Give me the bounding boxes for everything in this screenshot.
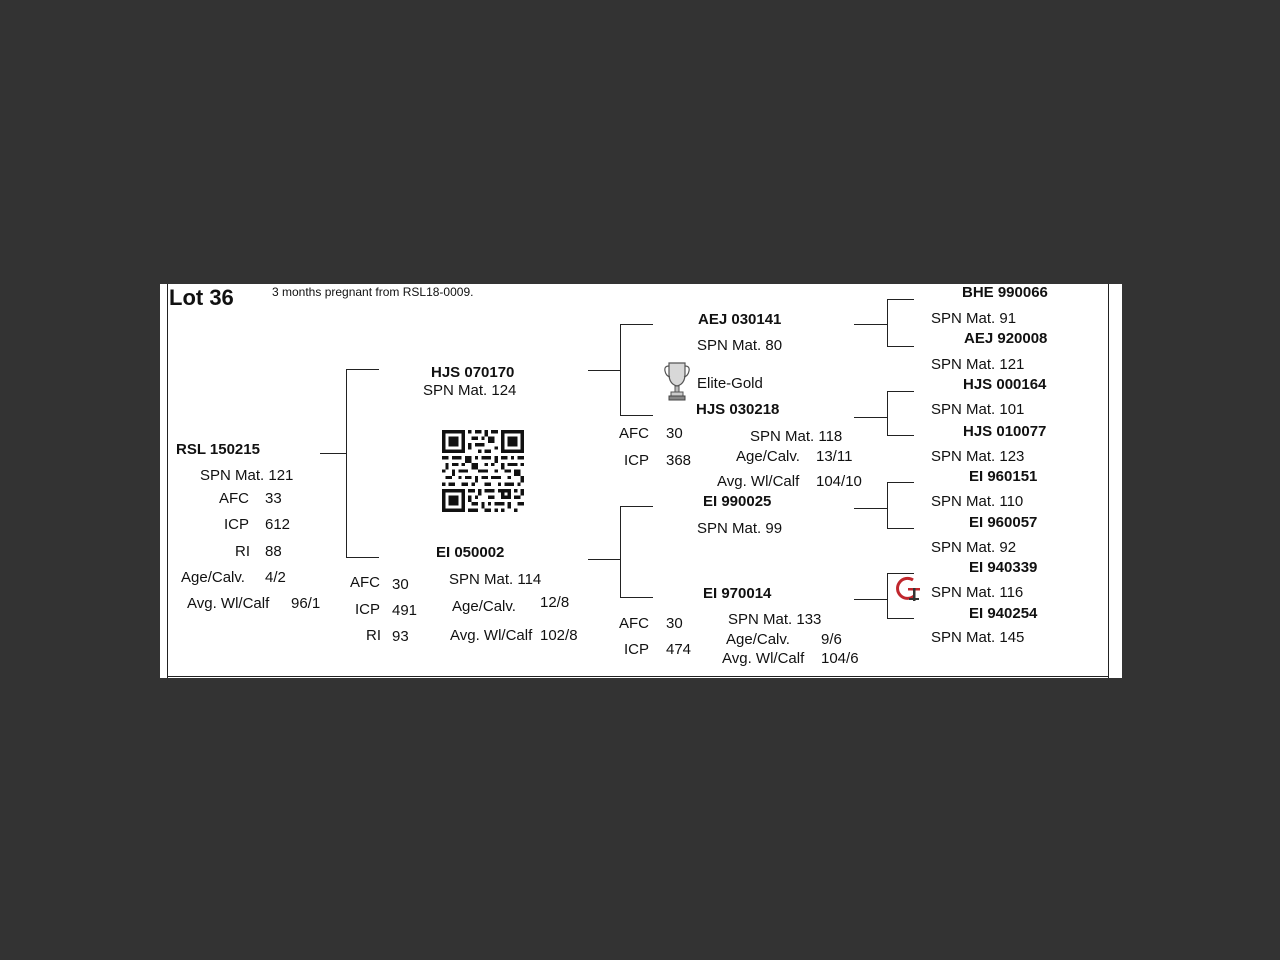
sire-dam-badge: Elite-Gold xyxy=(697,375,763,392)
sire-dam-age-value: 13/11 xyxy=(816,448,853,465)
dam-sire-afc-value: 30 xyxy=(666,615,683,632)
dam-dam-spn: SPN Mat. 133 xyxy=(728,611,822,628)
dam-ri-label: RI xyxy=(366,627,381,644)
dam-age-value: 12/8 xyxy=(540,594,570,611)
sire-icp-label: ICP xyxy=(624,452,650,469)
sire-spn: SPN Mat. 124 xyxy=(423,382,517,399)
gg5-id: EI 960151 xyxy=(969,468,1038,485)
gg-connector-2 xyxy=(854,417,887,418)
gg6-spn: SPN Mat. 92 xyxy=(931,539,1017,556)
dam-dam-age-label: Age/Calv. xyxy=(726,631,790,648)
pedigree-card xyxy=(160,284,1122,678)
subject-avg-label: Avg. Wl/Calf xyxy=(187,595,270,612)
gg-line-1a xyxy=(887,299,914,300)
gg-bracket-1 xyxy=(887,299,888,347)
dam-dam-connector xyxy=(620,597,653,598)
dam-dam-avg-label: Avg. Wl/Calf xyxy=(722,650,805,667)
gg-connector-3 xyxy=(854,508,887,509)
dam-sire-connector xyxy=(620,506,653,507)
dam-icp-label: ICP xyxy=(355,601,381,618)
dam-avg-value: 102/8 xyxy=(540,627,578,644)
gg-line-2a xyxy=(887,391,914,392)
gg1-id: BHE 990066 xyxy=(962,284,1048,301)
sire-dam-connector xyxy=(620,415,653,416)
dam-out-connector xyxy=(588,559,620,560)
dam-ri-value: 93 xyxy=(392,628,409,645)
sire-afc-value: 30 xyxy=(666,425,683,442)
dam-sire-icp-value: 474 xyxy=(666,641,692,658)
card-left-border xyxy=(160,284,168,678)
gg6-id: EI 960057 xyxy=(969,514,1038,531)
sire-id: HJS 070170 xyxy=(431,364,515,381)
subject-afc-label: AFC xyxy=(219,490,249,507)
dam-afc-label: AFC xyxy=(350,574,380,591)
parents-bracket xyxy=(346,369,347,558)
dam-sire-afc-label: AFC xyxy=(619,615,649,632)
gg8-spn: SPN Mat. 145 xyxy=(931,629,1025,646)
sire-dam-avg-value: 104/10 xyxy=(816,473,862,490)
gg-line-4b xyxy=(887,618,914,619)
subject-spn: SPN Mat. 121 xyxy=(200,467,294,484)
gg1-spn: SPN Mat. 91 xyxy=(931,310,1017,327)
gg8-id: EI 940254 xyxy=(969,605,1038,622)
sire-out-connector xyxy=(588,370,620,371)
gg2-id: AEJ 920008 xyxy=(964,330,1048,347)
dam-icp-value: 491 xyxy=(392,602,418,619)
gg3-spn: SPN Mat. 101 xyxy=(931,401,1025,418)
dam-sire-icp-label: ICP xyxy=(624,641,650,658)
sire-sire-spn: SPN Mat. 80 xyxy=(697,337,783,354)
gg-connector-1 xyxy=(854,324,887,325)
dam-avg-label: Avg. Wl/Calf xyxy=(450,627,533,644)
gg-line-3a xyxy=(887,482,914,483)
sire-connector xyxy=(346,369,379,370)
dam-dam-age-value: 9/6 xyxy=(821,631,842,648)
gg5-spn: SPN Mat. 110 xyxy=(931,493,1024,510)
sire-dam-spn: SPN Mat. 118 xyxy=(750,428,843,445)
lot-note: 3 months pregnant from RSL18-0009. xyxy=(272,285,474,299)
subject-avg-value: 96/1 xyxy=(291,595,321,612)
gt-logo-icon xyxy=(894,574,922,604)
gg4-spn: SPN Mat. 123 xyxy=(931,448,1025,465)
dam-connector xyxy=(346,557,379,558)
gg3-id: HJS 000164 xyxy=(963,376,1047,393)
sire-dam-avg-label: Avg. Wl/Calf xyxy=(717,473,800,490)
subject-icp-label: ICP xyxy=(224,516,250,533)
gg2-spn: SPN Mat. 121 xyxy=(931,356,1025,373)
subject-age-value: 4/2 xyxy=(265,569,286,586)
gg4-id: HJS 010077 xyxy=(963,423,1047,440)
gg-line-1b xyxy=(887,346,914,347)
trophy-icon xyxy=(664,360,690,402)
sire-sire-id: AEJ 030141 xyxy=(698,311,782,328)
dam-age-label: Age/Calv. xyxy=(452,598,516,615)
gg7-id: EI 940339 xyxy=(969,559,1038,576)
card-bottom-border xyxy=(167,676,1109,677)
lot-title: Lot 36 xyxy=(169,285,234,310)
dam-afc-value: 30 xyxy=(392,576,409,593)
dam-spn: SPN Mat. 114 xyxy=(449,571,542,588)
dam-dam-avg-value: 104/6 xyxy=(821,650,859,667)
gg-line-3b xyxy=(887,528,914,529)
subject-ri-value: 88 xyxy=(265,543,282,560)
subject-ri-label: RI xyxy=(235,543,250,560)
dam-sire-spn: SPN Mat. 99 xyxy=(697,520,783,537)
subject-id: RSL 150215 xyxy=(176,441,260,458)
gg-line-2b xyxy=(887,435,914,436)
sire-icp-value: 368 xyxy=(666,452,692,469)
qr-code-icon xyxy=(442,430,524,512)
subject-icp-value: 612 xyxy=(265,516,291,533)
gg-bracket-3 xyxy=(887,482,888,529)
gg7-spn: SPN Mat. 116 xyxy=(931,584,1024,601)
card-right-border xyxy=(1108,284,1109,678)
dam-dam-id: EI 970014 xyxy=(703,585,772,602)
sire-sire-connector xyxy=(620,324,653,325)
subject-afc-value: 33 xyxy=(265,490,282,507)
sire-dam-id: HJS 030218 xyxy=(696,401,780,418)
dam-id: EI 050002 xyxy=(436,544,505,561)
dam-sire-id: EI 990025 xyxy=(703,493,772,510)
sire-afc-label: AFC xyxy=(619,425,649,442)
subject-age-label: Age/Calv. xyxy=(181,569,245,586)
sire-dam-age-label: Age/Calv. xyxy=(736,448,800,465)
dam-bracket xyxy=(620,506,621,598)
gg-bracket-4 xyxy=(887,573,888,619)
gg-bracket-2 xyxy=(887,391,888,436)
subject-connector xyxy=(320,453,346,454)
gg-connector-4 xyxy=(854,599,887,600)
sire-bracket xyxy=(620,324,621,416)
